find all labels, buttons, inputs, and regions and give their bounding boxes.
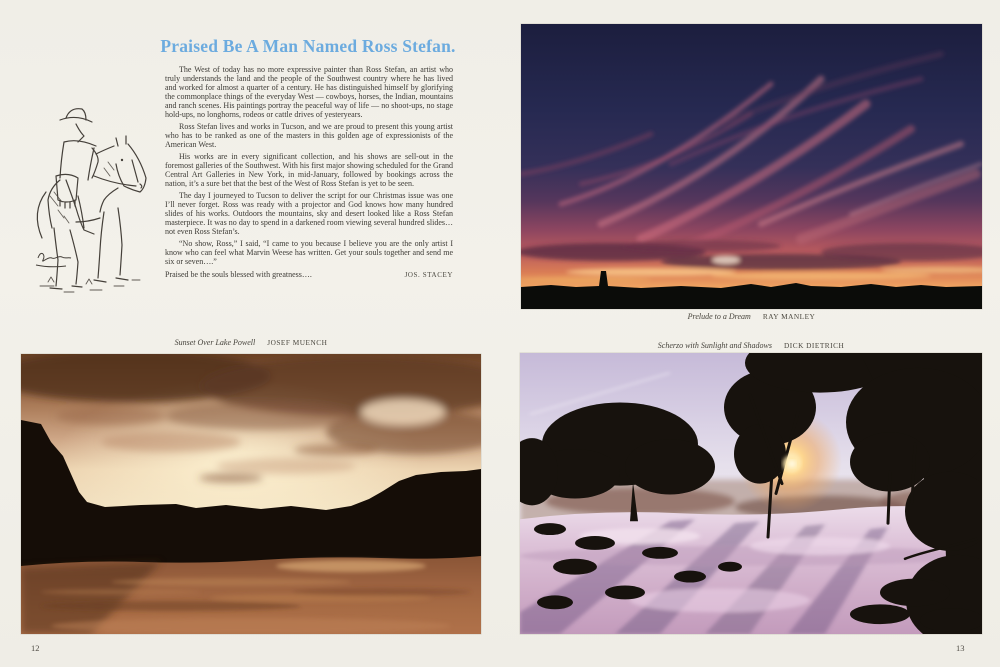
article-body bbox=[165, 66, 453, 279]
photo-caption-lake-powell bbox=[21, 338, 481, 347]
lake-powell-image bbox=[21, 354, 481, 634]
photo-title: Prelude to a Dream bbox=[687, 312, 751, 321]
page-number-right: 13 bbox=[956, 643, 965, 653]
cowboy-horseback-sketch bbox=[20, 100, 168, 300]
page-number-left: 12 bbox=[31, 643, 40, 653]
article-paragraph: The West of today has no more expressive painter than Ross Stefan, an artist who truly understands the land and the people of the Southwest country where he has lived and worked for almost a quarter of a century. He has distinguished himself by glorifying the commonplace things of the everyday West — cowboys, horses, the Indian, mountains and ranch scenes. His paintings portray the peaceful way of life — no shoot-ups, no stage hold-ups, no longhorns, rodeos or cattle drives of yesteryears. bbox=[165, 65, 453, 119]
photo-credit: DICK DIETRICH bbox=[784, 341, 845, 350]
photo-caption-scherzo bbox=[520, 341, 982, 350]
photo-scherzo-sunlight-shadows bbox=[520, 353, 982, 634]
photo-title: Sunset Over Lake Powell bbox=[174, 338, 256, 347]
closing-line: Praised be the souls blessed with greatness…. bbox=[165, 269, 312, 279]
article-paragraph: Ross Stefan lives and works in Tucson, and we are proud to present this young artist who has to be ranked as one of the masters in this golden age of expressionists of the American West. bbox=[165, 121, 453, 149]
photo-credit: RAY MANLEY bbox=[762, 312, 816, 321]
artist-signature bbox=[36, 253, 71, 266]
article-paragraph: His works are in every significant collection, and his shows are sell-out in the foremost galleries of the Southwest. With his first major showing scheduled for the Grand Central Art Galleries in New York, in mid-January, followed by bookings across the nation, it’s a sure bet that the best of the West of Ross Stefan is yet to be seen. bbox=[165, 152, 453, 188]
author-byline: JOS. STACEY bbox=[404, 270, 453, 279]
photo-title: Scherzo with Sunlight and Shadows bbox=[657, 341, 772, 350]
article-paragraph: “No show, Ross,” I said, “I came to you because I believe you are the only artist I know who can feel what Marvin Weese has written. Get your souls together and send me six or seven….” bbox=[165, 239, 453, 267]
photo-credit: JOSEF MUENCH bbox=[267, 338, 328, 347]
article-paragraph: The day I journeyed to Tucson to deliver the script for our Christmas issue was one I’ll never forget. Ross was ready with a projector and God knows how many hundred slides of his works. Outdoors the mountains, sky and desert looked like a Ross Stefan masterpiece. It was no day to spend in a darkened room viewing several hundred slides…not even Ross Stefan’s. bbox=[165, 191, 453, 236]
prelude-image bbox=[521, 24, 982, 309]
photo-prelude-to-a-dream bbox=[521, 24, 982, 309]
photo-caption-prelude bbox=[521, 312, 982, 321]
article-title: Praised Be A Man Named Ross Stefan. bbox=[160, 36, 456, 56]
article-closing-row bbox=[165, 271, 453, 280]
photo-sunset-over-lake-powell bbox=[21, 354, 481, 634]
sketch-lines bbox=[37, 109, 146, 292]
scherzo-image bbox=[520, 353, 982, 634]
